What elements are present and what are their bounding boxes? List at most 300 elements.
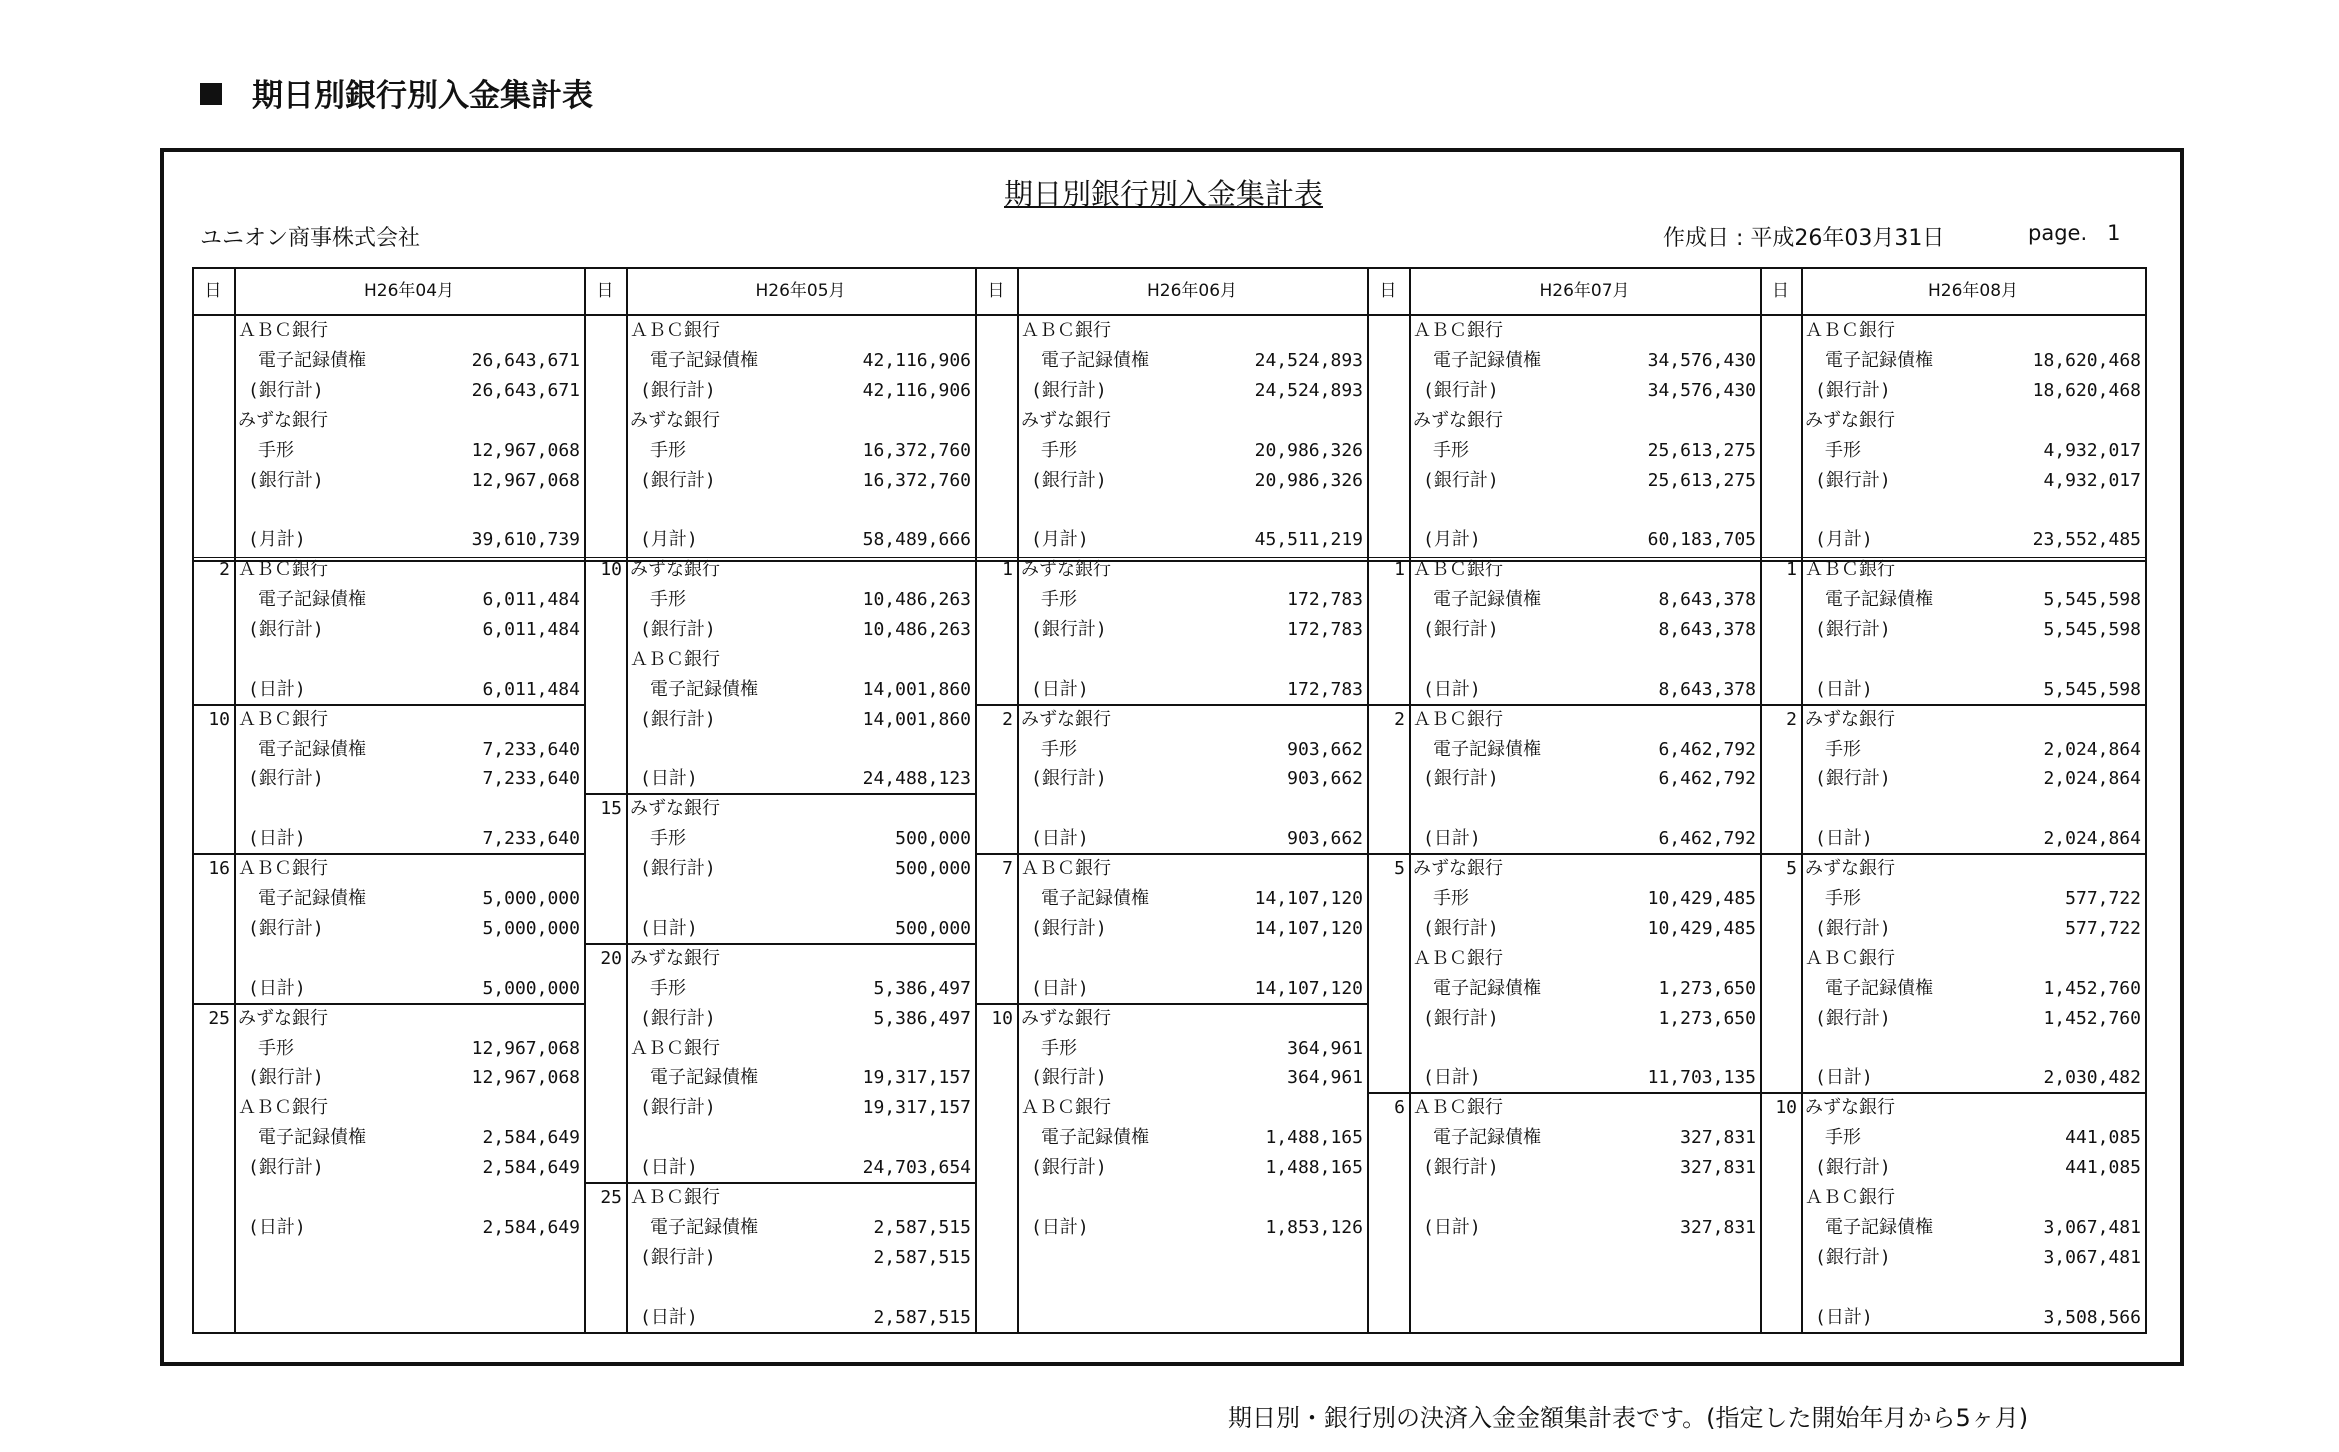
bank-row xyxy=(234,1004,584,1034)
day-block xyxy=(234,1004,584,1243)
subtotal-row xyxy=(626,1243,975,1273)
bank-name: みずな銀行 xyxy=(1805,858,1895,880)
subtotal-row xyxy=(626,1004,975,1034)
subtotal-row xyxy=(626,1153,975,1183)
amount-value: 2,024,864 xyxy=(2043,768,2141,790)
day-column-header: 日 xyxy=(1772,281,1789,301)
subtotal-row xyxy=(234,615,584,645)
subtotal-label: (銀行計) xyxy=(1815,379,1891,401)
subtotal-row xyxy=(1801,824,2145,854)
subtotal-row xyxy=(234,466,584,496)
subtotal-label: (日計) xyxy=(1423,1216,1481,1238)
subtotal-label: (銀行計) xyxy=(1031,917,1107,939)
item-row xyxy=(626,436,975,466)
day-number-text: 10 xyxy=(991,1007,1013,1029)
amount-value: 6,011,484 xyxy=(482,618,580,640)
bank-name: みずな銀行 xyxy=(630,947,720,969)
subtotal-label: (月計) xyxy=(1031,529,1089,551)
item-type: 電子記録債権 xyxy=(258,1127,366,1149)
bank-name: みずな銀行 xyxy=(1021,409,1111,431)
item-row xyxy=(1801,346,2145,376)
item-row xyxy=(1017,735,1367,765)
subtotal-row xyxy=(626,914,975,944)
item-type: 手形 xyxy=(1433,439,1469,461)
amount-value: 327,831 xyxy=(1680,1157,1756,1179)
subtotal-row xyxy=(1017,764,1367,794)
item-type: 電子記録債権 xyxy=(1825,977,1933,999)
amount-value: 172,783 xyxy=(1287,678,1363,700)
bank-row xyxy=(234,555,584,585)
blank-row xyxy=(1801,645,2145,675)
subtotal-label: (日計) xyxy=(248,1216,306,1238)
day-block xyxy=(1801,854,2145,1093)
subtotal-row xyxy=(1017,974,1367,1004)
bank-name: みずな銀行 xyxy=(630,559,720,581)
item-row xyxy=(234,1123,584,1153)
month-column-header: H26年06月 xyxy=(1146,281,1238,301)
subtotal-label: (銀行計) xyxy=(1423,618,1499,640)
subtotal-row xyxy=(1409,1213,1760,1243)
item-row xyxy=(626,824,975,854)
item-type: 手形 xyxy=(1825,1127,1861,1149)
item-row xyxy=(1409,1123,1760,1153)
amount-value: 12,967,068 xyxy=(471,469,580,491)
blank-row xyxy=(1409,794,1760,824)
amount-value: 577,722 xyxy=(2065,888,2141,910)
amount-value: 6,462,792 xyxy=(1658,738,1756,760)
item-type: 電子記録債権 xyxy=(1825,589,1933,611)
item-type: 手形 xyxy=(650,439,686,461)
subtotal-row xyxy=(1801,615,2145,645)
subtotal-row xyxy=(234,525,584,555)
item-row xyxy=(234,346,584,376)
item-row xyxy=(234,436,584,466)
item-row xyxy=(1801,585,2145,615)
amount-value: 577,722 xyxy=(2065,917,2141,939)
subtotal-label: (日計) xyxy=(640,1306,698,1328)
subtotal-label: (銀行計) xyxy=(1815,1246,1891,1268)
item-row xyxy=(234,585,584,615)
subtotal-row xyxy=(1017,824,1367,854)
item-type: 電子記録債権 xyxy=(1433,977,1541,999)
subtotal-row xyxy=(1017,914,1367,944)
amount-value: 1,853,126 xyxy=(1265,1216,1363,1238)
amount-value: 8,643,378 xyxy=(1658,589,1756,611)
bank-name: ＡＢＣ銀行 xyxy=(1805,947,1895,969)
bank-name: ＡＢＣ銀行 xyxy=(238,320,328,341)
item-row xyxy=(234,735,584,765)
day-number xyxy=(1367,1093,1409,1123)
amount-value: 327,831 xyxy=(1680,1127,1756,1149)
day-block xyxy=(1017,705,1367,855)
amount-value: 1,452,760 xyxy=(2043,977,2141,999)
day-number xyxy=(192,705,234,735)
day-number-text: 7 xyxy=(1002,858,1013,880)
amount-value: 6,462,792 xyxy=(1658,828,1756,850)
item-row xyxy=(626,974,975,1004)
day-number xyxy=(975,555,1017,585)
bank-name: みずな銀行 xyxy=(238,409,328,431)
bank-name: ＡＢＣ銀行 xyxy=(1805,320,1895,341)
blank-row xyxy=(1801,495,2145,525)
bank-row xyxy=(626,944,975,974)
day-column-header: 日 xyxy=(596,281,614,301)
item-type: 電子記録債権 xyxy=(650,1216,758,1238)
amount-value: 364,961 xyxy=(1287,1037,1363,1059)
subtotal-label: (銀行計) xyxy=(1423,768,1499,790)
subtotal-label: (銀行計) xyxy=(248,1157,324,1179)
subtotal-row xyxy=(1801,764,2145,794)
bank-row xyxy=(1409,406,1760,436)
blank-row xyxy=(234,944,584,974)
month-summary-block xyxy=(626,316,975,555)
day-number-text: 6 xyxy=(1394,1097,1405,1119)
amount-value: 19,317,157 xyxy=(862,1097,971,1119)
bank-name: ＡＢＣ銀行 xyxy=(238,559,328,581)
day-number xyxy=(192,555,234,585)
amount-value: 24,703,654 xyxy=(862,1157,971,1179)
day-number xyxy=(1367,854,1409,884)
item-type: 電子記録債権 xyxy=(1825,1216,1933,1238)
subtotal-label: (銀行計) xyxy=(1815,1007,1891,1029)
subtotal-label: (銀行計) xyxy=(248,469,324,491)
amount-value: 24,524,893 xyxy=(1254,379,1363,401)
subtotal-label: (日計) xyxy=(640,768,698,790)
item-type: 電子記録債権 xyxy=(650,678,758,700)
subtotal-row xyxy=(626,376,975,406)
bank-name: ＡＢＣ銀行 xyxy=(1413,1097,1503,1119)
subtotal-row xyxy=(626,1303,975,1333)
day-number-text: 5 xyxy=(1394,858,1405,880)
item-type: 手形 xyxy=(1433,888,1469,910)
amount-value: 5,545,598 xyxy=(2043,589,2141,611)
amount-value: 58,489,666 xyxy=(862,529,971,551)
subtotal-label: (日計) xyxy=(248,678,306,700)
day-number-text: 1 xyxy=(1394,559,1405,581)
bank-name: みずな銀行 xyxy=(630,798,720,820)
bank-row xyxy=(1017,1093,1367,1123)
bank-name: ＡＢＣ銀行 xyxy=(1413,947,1503,969)
subtotal-row xyxy=(234,824,584,854)
day-number xyxy=(1760,854,1801,884)
bank-row xyxy=(1409,316,1760,346)
subtotal-row xyxy=(1409,764,1760,794)
bank-row xyxy=(1017,316,1367,346)
subtotal-label: (日計) xyxy=(1031,1216,1089,1238)
day-number-text: 2 xyxy=(219,559,230,581)
subtotal-label: (銀行計) xyxy=(1423,469,1499,491)
subtotal-row xyxy=(626,705,975,735)
month-column-header: H26年08月 xyxy=(1927,281,2019,301)
subtotal-label: (銀行計) xyxy=(1815,1157,1891,1179)
amount-value: 20,986,326 xyxy=(1254,439,1363,461)
subtotal-row xyxy=(1801,376,2145,406)
item-row xyxy=(1017,884,1367,914)
bank-row xyxy=(1801,944,2145,974)
day-number xyxy=(1367,555,1409,585)
subtotal-label: (銀行計) xyxy=(1031,618,1107,640)
amount-value: 2,584,649 xyxy=(482,1157,580,1179)
bank-name: みずな銀行 xyxy=(1021,1007,1111,1029)
day-number xyxy=(584,794,626,824)
amount-value: 2,587,515 xyxy=(873,1306,971,1328)
day-block xyxy=(234,854,584,1004)
subtotal-label: (銀行計) xyxy=(248,768,324,790)
day-number-text: 25 xyxy=(600,1187,622,1209)
subtotal-label: (銀行計) xyxy=(1031,1157,1107,1179)
day-number xyxy=(1367,705,1409,735)
amount-value: 42,116,906 xyxy=(862,349,971,371)
subtotal-label: (銀行計) xyxy=(640,708,716,730)
subtotal-row xyxy=(1801,1063,2145,1093)
day-number xyxy=(975,1004,1017,1034)
bank-row xyxy=(1409,944,1760,974)
subtotal-row xyxy=(1801,1303,2145,1333)
subtotal-row xyxy=(626,1093,975,1123)
subtotal-label: (日計) xyxy=(640,1157,698,1179)
column-divider xyxy=(1760,267,1762,1334)
amount-value: 2,584,649 xyxy=(482,1216,580,1238)
subtotal-label: (日計) xyxy=(1423,678,1481,700)
day-block xyxy=(626,944,975,1183)
amount-value: 500,000 xyxy=(895,917,971,939)
subtotal-label: (銀行計) xyxy=(1031,379,1107,401)
amount-value: 6,462,792 xyxy=(1658,768,1756,790)
day-block xyxy=(626,555,975,794)
subtotal-label: (日計) xyxy=(1815,1067,1873,1089)
subtotal-row xyxy=(1409,824,1760,854)
amount-value: 11,703,135 xyxy=(1647,1067,1756,1089)
amount-value: 2,587,515 xyxy=(873,1216,971,1238)
created-date: 作成日 : 平成26年03月31日 xyxy=(1663,226,1945,251)
day-number-text: 1 xyxy=(1002,559,1013,581)
subtotal-row xyxy=(1017,615,1367,645)
item-row xyxy=(1409,585,1760,615)
blank-row xyxy=(1017,1183,1367,1213)
subtotal-row xyxy=(234,974,584,1004)
bank-name: ＡＢＣ銀行 xyxy=(1413,708,1503,730)
amount-value: 20,986,326 xyxy=(1254,469,1363,491)
subtotal-label: (月計) xyxy=(1423,529,1481,551)
subtotal-row xyxy=(234,376,584,406)
subtotal-label: (月計) xyxy=(1815,529,1873,551)
amount-value: 4,932,017 xyxy=(2043,469,2141,491)
column-divider xyxy=(1367,267,1369,1334)
item-row xyxy=(626,675,975,705)
subtotal-row xyxy=(1801,525,2145,555)
amount-value: 1,273,650 xyxy=(1658,977,1756,999)
amount-value: 6,011,484 xyxy=(482,589,580,611)
bank-row xyxy=(1801,555,2145,585)
bank-name: ＡＢＣ銀行 xyxy=(630,1187,720,1209)
day-block xyxy=(1409,555,1760,705)
blank-row xyxy=(1409,1183,1760,1213)
subtotal-row xyxy=(1409,376,1760,406)
item-row xyxy=(234,884,584,914)
subtotal-label: (日計) xyxy=(1031,828,1089,850)
day-number xyxy=(1760,1093,1801,1123)
subtotal-label: (銀行計) xyxy=(1031,469,1107,491)
blank-row xyxy=(1801,794,2145,824)
subtotal-label: (日計) xyxy=(1815,1306,1873,1328)
column-divider xyxy=(192,267,194,1334)
amount-value: 24,524,893 xyxy=(1254,349,1363,371)
day-number-text: 10 xyxy=(208,708,230,730)
item-type: 手形 xyxy=(650,589,686,611)
item-type: 電子記録債権 xyxy=(258,888,366,910)
amount-value: 5,000,000 xyxy=(482,917,580,939)
blank-row xyxy=(1409,1034,1760,1064)
subtotal-label: (銀行計) xyxy=(1815,469,1891,491)
amount-value: 5,386,497 xyxy=(873,977,971,999)
subtotal-label: (銀行計) xyxy=(640,1097,716,1119)
item-row xyxy=(626,346,975,376)
blank-row xyxy=(626,735,975,765)
amount-value: 26,643,671 xyxy=(471,379,580,401)
subtotal-row xyxy=(1017,1213,1367,1243)
bank-row xyxy=(1801,316,2145,346)
day-column-header: 日 xyxy=(1379,281,1397,301)
amount-value: 5,000,000 xyxy=(482,977,580,999)
amount-value: 25,613,275 xyxy=(1647,439,1756,461)
bank-name: ＡＢＣ銀行 xyxy=(630,1037,720,1059)
bank-row xyxy=(1409,854,1760,884)
bank-name: ＡＢＣ銀行 xyxy=(630,320,720,341)
bank-name: ＡＢＣ銀行 xyxy=(1021,320,1111,341)
subtotal-label: (銀行計) xyxy=(640,379,716,401)
blank-row xyxy=(234,794,584,824)
item-type: 電子記録債権 xyxy=(1433,1127,1541,1149)
subtotal-label: (銀行計) xyxy=(1815,768,1891,790)
item-row xyxy=(1409,974,1760,1004)
amount-value: 7,233,640 xyxy=(482,768,580,790)
subtotal-row xyxy=(234,764,584,794)
amount-value: 903,662 xyxy=(1287,828,1363,850)
subtotal-row xyxy=(1409,675,1760,705)
subtotal-row xyxy=(234,1153,584,1183)
amount-value: 26,643,671 xyxy=(471,349,580,371)
day-block xyxy=(626,794,975,944)
bank-row xyxy=(626,316,975,346)
amount-value: 19,317,157 xyxy=(862,1067,971,1089)
amount-value: 34,576,430 xyxy=(1647,379,1756,401)
amount-value: 5,000,000 xyxy=(482,888,580,910)
blank-row xyxy=(626,1273,975,1303)
bank-name: みずな銀行 xyxy=(1805,708,1895,730)
amount-value: 18,620,468 xyxy=(2032,349,2141,371)
day-number xyxy=(1760,705,1801,735)
bank-row xyxy=(234,1093,584,1123)
bank-row xyxy=(234,705,584,735)
amount-value: 12,967,068 xyxy=(471,1037,580,1059)
amount-value: 2,024,864 xyxy=(2043,828,2141,850)
subtotal-row xyxy=(1409,615,1760,645)
subtotal-label: (銀行計) xyxy=(1815,618,1891,640)
day-block xyxy=(626,1183,975,1333)
item-type: 電子記録債権 xyxy=(1433,589,1541,611)
amount-value: 327,831 xyxy=(1680,1216,1756,1238)
amount-value: 441,085 xyxy=(2065,1127,2141,1149)
square-bullet-icon xyxy=(200,83,222,105)
blank-row xyxy=(1017,944,1367,974)
amount-value: 172,783 xyxy=(1287,618,1363,640)
subtotal-label: (銀行計) xyxy=(640,1007,716,1029)
page-number: page. 1 xyxy=(2028,221,2121,245)
subtotal-label: (銀行計) xyxy=(1031,1067,1107,1089)
blank-row xyxy=(1017,645,1367,675)
amount-value: 2,024,864 xyxy=(2043,738,2141,760)
item-row xyxy=(1017,1123,1367,1153)
subtotal-label: (銀行計) xyxy=(640,618,716,640)
amount-value: 500,000 xyxy=(895,828,971,850)
day-block xyxy=(234,555,584,705)
subtotal-label: (日計) xyxy=(248,828,306,850)
amount-value: 2,030,482 xyxy=(2043,1067,2141,1089)
item-type: 手形 xyxy=(1041,1037,1077,1059)
day-block xyxy=(1801,705,2145,855)
subtotal-row xyxy=(1017,376,1367,406)
item-row xyxy=(1409,735,1760,765)
day-number xyxy=(975,705,1017,735)
document-heading-text: 期日別銀行別入金集計表 xyxy=(252,78,593,114)
day-block xyxy=(1801,1093,2145,1332)
item-row xyxy=(234,1034,584,1064)
subtotal-row xyxy=(1801,466,2145,496)
item-row xyxy=(1801,1123,2145,1153)
item-row xyxy=(1017,1034,1367,1064)
blank-row xyxy=(626,495,975,525)
blank-row xyxy=(1801,1273,2145,1303)
bank-name: みずな銀行 xyxy=(1413,858,1503,880)
subtotal-label: (日計) xyxy=(1423,1067,1481,1089)
amount-value: 8,643,378 xyxy=(1658,678,1756,700)
day-block xyxy=(1409,705,1760,855)
subtotal-row xyxy=(626,764,975,794)
month-summary-block xyxy=(1017,316,1367,555)
bank-row xyxy=(626,794,975,824)
bank-name: ＡＢＣ銀行 xyxy=(238,708,328,730)
amount-value: 903,662 xyxy=(1287,768,1363,790)
subtotal-row xyxy=(626,615,975,645)
bank-name: みずな銀行 xyxy=(238,1007,328,1029)
day-number-text: 5 xyxy=(1786,858,1797,880)
item-type: 電子記録債権 xyxy=(258,589,366,611)
item-type: 手形 xyxy=(258,439,294,461)
bank-row xyxy=(626,645,975,675)
subtotal-label: (日計) xyxy=(1031,977,1089,999)
bank-row xyxy=(1409,555,1760,585)
blank-row xyxy=(1409,495,1760,525)
subtotal-row xyxy=(1409,914,1760,944)
subtotal-row xyxy=(234,914,584,944)
item-row xyxy=(626,585,975,615)
amount-value: 24,488,123 xyxy=(862,768,971,790)
day-block xyxy=(1017,555,1367,705)
amount-value: 172,783 xyxy=(1287,589,1363,611)
bank-name: ＡＢＣ銀行 xyxy=(238,1097,328,1119)
amount-value: 1,273,650 xyxy=(1658,1007,1756,1029)
item-type: 手形 xyxy=(1825,888,1861,910)
blank-row xyxy=(626,884,975,914)
bank-row xyxy=(1801,1093,2145,1123)
amount-value: 16,372,760 xyxy=(862,439,971,461)
amount-value: 1,488,165 xyxy=(1265,1127,1363,1149)
blank-row xyxy=(1409,645,1760,675)
subtotal-label: (銀行計) xyxy=(1423,1007,1499,1029)
subtotal-row xyxy=(626,466,975,496)
subtotal-row xyxy=(1801,1004,2145,1034)
amount-value: 12,967,068 xyxy=(471,439,580,461)
